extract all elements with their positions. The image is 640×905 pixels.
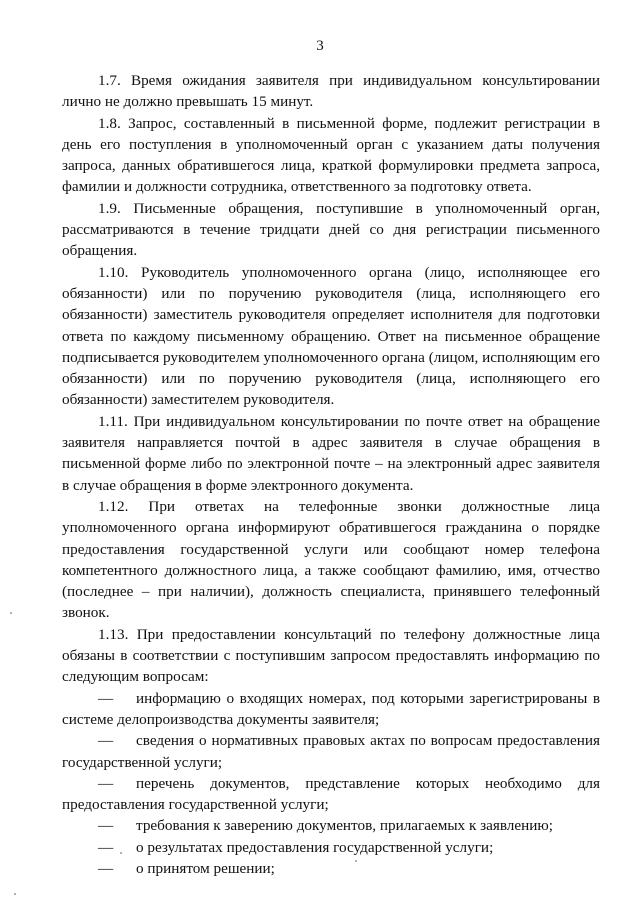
paragraph-1-8: 1.8. Запрос, составленный в письменной форме, подлежит регистрации в день его поступления в уполномоченный орган с указанием даты получения запроса, данных обратившегося лица, краткой формулировки предмета запроса, фамилии и должности сотрудника, ответственного за подготовку ответа. xyxy=(62,114,600,196)
list-item xyxy=(62,837,600,858)
dash-bullet: — xyxy=(98,689,114,707)
list-item xyxy=(62,815,600,836)
scan-speck xyxy=(10,612,12,614)
paragraph-1-11: 1.11. При индивидуальном консультировании по почте ответ на обращение заявителя направляется почтой в адрес заявителя в случае обращения в письменной форме либо по электронной почте – на электронный адрес заявителя в случае обращения в форме электронного документа. xyxy=(62,412,600,494)
list-item-text: сведения о нормативных правовых актах по вопросам предоставления государственной услуги; xyxy=(62,732,600,771)
list-item-text: о результатах предоставления государственной услуги; xyxy=(136,838,494,856)
paragraph-1-13: 1.13. При предоставлении консультаций по телефону должностные лица обязаны в соответствии с поступившим запросом предоставлять информацию по следующим вопросам: xyxy=(62,625,600,686)
page-number: 3 xyxy=(316,38,324,54)
list-item-text: информацию о входящих номерах, под которыми зарегистрированы в системе делопроизводства документы заявителя; xyxy=(62,689,600,728)
scan-speck xyxy=(120,852,122,854)
list-item xyxy=(62,730,600,773)
paragraph-1-9: 1.9. Письменные обращения, поступившие в уполномоченный орган, рассматриваются в течение тридцати дней со дня регистрации письменного обращения. xyxy=(62,199,600,260)
dash-bullet: — xyxy=(98,859,114,877)
list-item xyxy=(62,773,600,816)
paragraph-1-10: 1.10. Руководитель уполномоченного органа (лицо, исполняющее его обязанности) или по поручению руководителя (лица, исполняющего его обязанности) заместитель руководителя определяет исполнителя для подготовки ответа по каждому письменному обращению. Ответ на письменное обращение подписывается руководителем уполномоченного органа (лицом, исполняющим его обязанности) или по поручению руководителя (лица, исполняющего его обязанности) заместителем руководителя. xyxy=(62,263,600,409)
list-item-text: требования к заверению документов, прилагаемых к заявлению; xyxy=(136,817,553,835)
scan-speck xyxy=(355,860,357,862)
dash-bullet: — xyxy=(98,774,114,792)
paragraph-1-12: 1.12. При ответах на телефонные звонки должностные лица уполномоченного органа информируют обратившегося гражданина о порядке предоставления государственной услуги или сообщают номер телефона компетентного должностного лица, а также сообщают фамилию, имя, отчество (последнее – при наличии), должность специалиста, принявшего телефонный звонок. xyxy=(62,497,600,622)
list-item-text: о принятом решении; xyxy=(136,859,275,877)
list-item-text: перечень документов, представление которых необходимо для предоставления государственной услуги; xyxy=(62,774,600,814)
list-item xyxy=(62,858,600,879)
dash-bullet: — xyxy=(98,817,114,835)
document-body xyxy=(62,70,600,879)
scan-speck xyxy=(14,893,16,895)
list-item xyxy=(62,688,600,731)
question-list xyxy=(62,688,600,880)
paragraph-1-7: 1.7. Время ожидания заявителя при индивидуальном консультировании лично не должно превышать 15 минут. xyxy=(62,72,600,111)
dash-bullet: — xyxy=(98,732,114,750)
dash-bullet: — xyxy=(98,838,114,856)
